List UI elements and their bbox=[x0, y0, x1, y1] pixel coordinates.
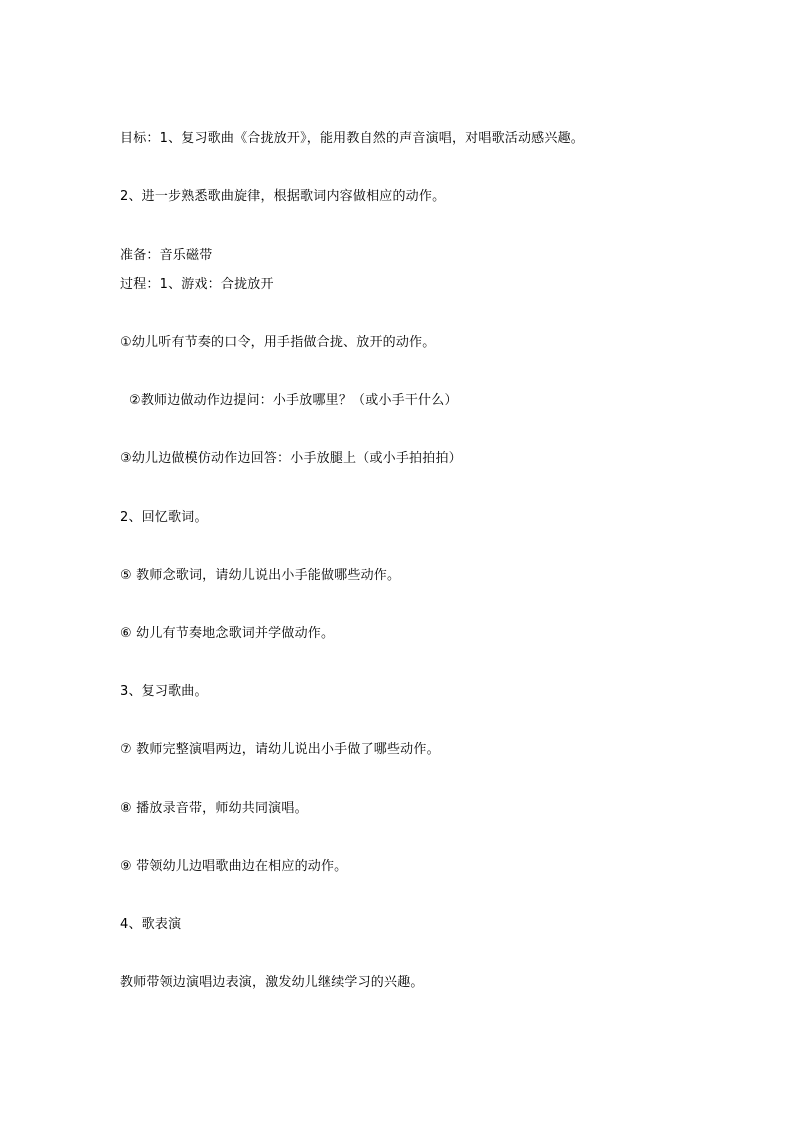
step-1-item-2: ②教师边做动作边提问：小手放哪里？（或小手干什么） bbox=[129, 393, 458, 408]
step-1-item-3: ③幼儿边做模仿动作边回答：小手放腿上（或小手拍拍拍） bbox=[120, 451, 462, 466]
step-2-item-2: ⑥ 幼儿有节奏地念歌词并学做动作。 bbox=[120, 626, 335, 641]
step-4-heading: 4、歌表演 bbox=[120, 917, 182, 932]
step-1-item-1: ①幼儿听有节奏的口令，用手指做合拢、放开的动作。 bbox=[120, 335, 436, 350]
step-3-item-3: ⑨ 带领幼儿边唱歌曲边在相应的动作。 bbox=[120, 859, 348, 874]
process-heading: 过程：1、游戏：合拢放开 bbox=[120, 277, 274, 292]
step-2-heading: 2、回忆歌词。 bbox=[120, 510, 208, 525]
step-3-heading: 3、复习歌曲。 bbox=[120, 684, 208, 699]
step-2-item-1: ⑤ 教师念歌词，请幼儿说出小手能做哪些动作。 bbox=[120, 568, 401, 583]
goal-line-2: 2、进一步熟悉歌曲旋律，根据歌词内容做相应的动作。 bbox=[120, 189, 446, 204]
step-3-item-2: ⑧ 播放录音带，师幼共同演唱。 bbox=[120, 801, 308, 816]
preparation-line: 准备：音乐磁带 bbox=[120, 248, 213, 263]
step-4-text: 教师带领边演唱边表演，激发幼儿继续学习的兴趣。 bbox=[120, 975, 424, 990]
step-3-item-1: ⑦ 教师完整演唱两边，请幼儿说出小手做了哪些动作。 bbox=[120, 742, 440, 757]
goal-line-1: 目标：1、复习歌曲《合拢放开》，能用教自然的声音演唱，对唱歌活动感兴趣。 bbox=[120, 131, 584, 146]
